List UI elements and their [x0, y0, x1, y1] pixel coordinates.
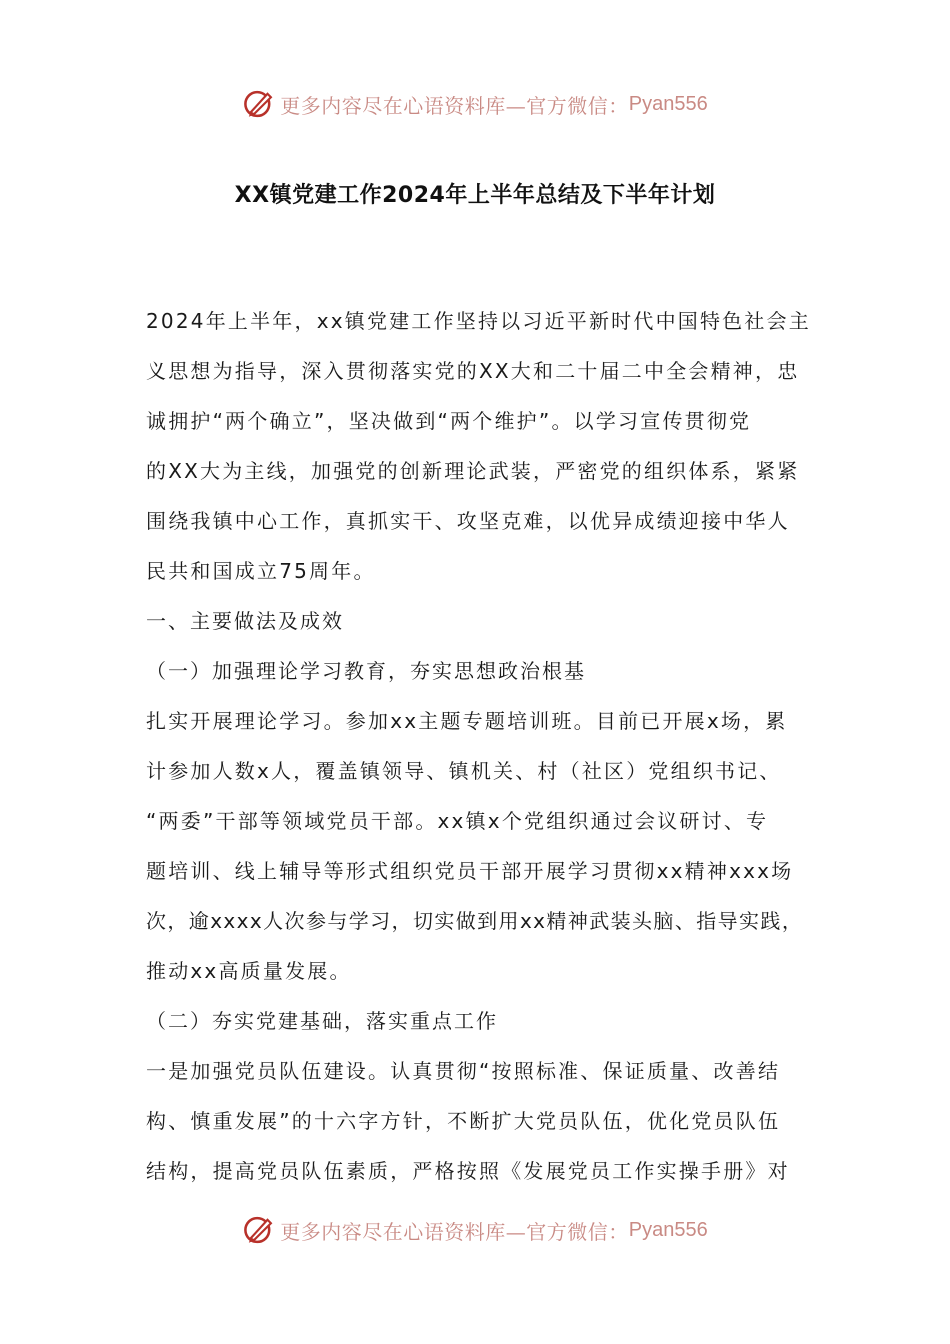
watermark-text: 更多内容尽在心语资料库—官方微信：: [280, 93, 629, 118]
pen-logo-icon: [242, 87, 276, 121]
paragraph-line: 扎实开展理论学习。参加xx主题专题培训班。目前已开展x场，累: [146, 709, 788, 733]
paragraph-line: 围绕我镇中心工作，真抓实干、攻坚克难，以优异成绩迎接中华人: [146, 509, 790, 533]
document-body: [146, 296, 818, 1196]
paragraph-line: 民共和国成立75周年。: [146, 559, 376, 583]
paragraph-line: 一是加强党员队伍建设。认真贯彻“按照标准、保证质量、改善结: [146, 1059, 781, 1083]
watermark-text: 更多内容尽在心语资料库—官方微信：: [280, 1219, 629, 1244]
paragraph-line: “两委”干部等领域党员干部。xx镇x个党组织通过会议研讨、专: [146, 809, 769, 833]
watermark-banner-top: [0, 84, 950, 124]
pen-logo-icon: [242, 1213, 276, 1247]
document-title: XX镇党建工作2024年上半年总结及下半年计划: [234, 183, 716, 208]
section-heading: 一、主要做法及成效: [146, 609, 344, 633]
watermark-wechat-id: Pyan556: [628, 92, 708, 115]
watermark-banner-bottom: [0, 1210, 950, 1250]
paragraph-line: 次，逾xxxx人次参与学习，切实做到用xx精神武装头脑、指导实践，: [146, 909, 804, 933]
paragraph-line: 2024年上半年，xx镇党建工作坚持以习近平新时代中国特色社会主: [146, 309, 811, 333]
paragraph-line: 推动xx高质量发展。: [146, 959, 352, 983]
watermark-wechat-id: Pyan556: [628, 1218, 708, 1241]
subsection-heading: （二）夯实党建基础，落实重点工作: [146, 1009, 498, 1033]
paragraph-line: 结构，提高党员队伍素质，严格按照《发展党员工作实操手册》对: [146, 1159, 790, 1183]
paragraph-line: 计参加人数x人，覆盖镇领导、镇机关、村（社区）党组织书记、: [146, 759, 782, 783]
paragraph-line: 构、慎重发展”的十六字方针，不断扩大党员队伍，优化党员队伍: [146, 1109, 781, 1133]
subsection-heading: （一）加强理论学习教育，夯实思想政治根基: [146, 659, 586, 683]
paragraph-line: 义思想为指导，深入贯彻落实党的XX大和二十届二中全会精神，忠: [146, 359, 800, 383]
paragraph-line: 诚拥护“两个确立”，坚决做到“两个维护”。以学习宣传贯彻党: [146, 409, 752, 433]
paragraph-line: 题培训、线上辅导等形式组织党员干部开展学习贯彻xx精神xxx场: [146, 859, 794, 883]
paragraph-line: 的XX大为主线，加强党的创新理论武装，严密党的组织体系，紧紧: [146, 459, 800, 483]
